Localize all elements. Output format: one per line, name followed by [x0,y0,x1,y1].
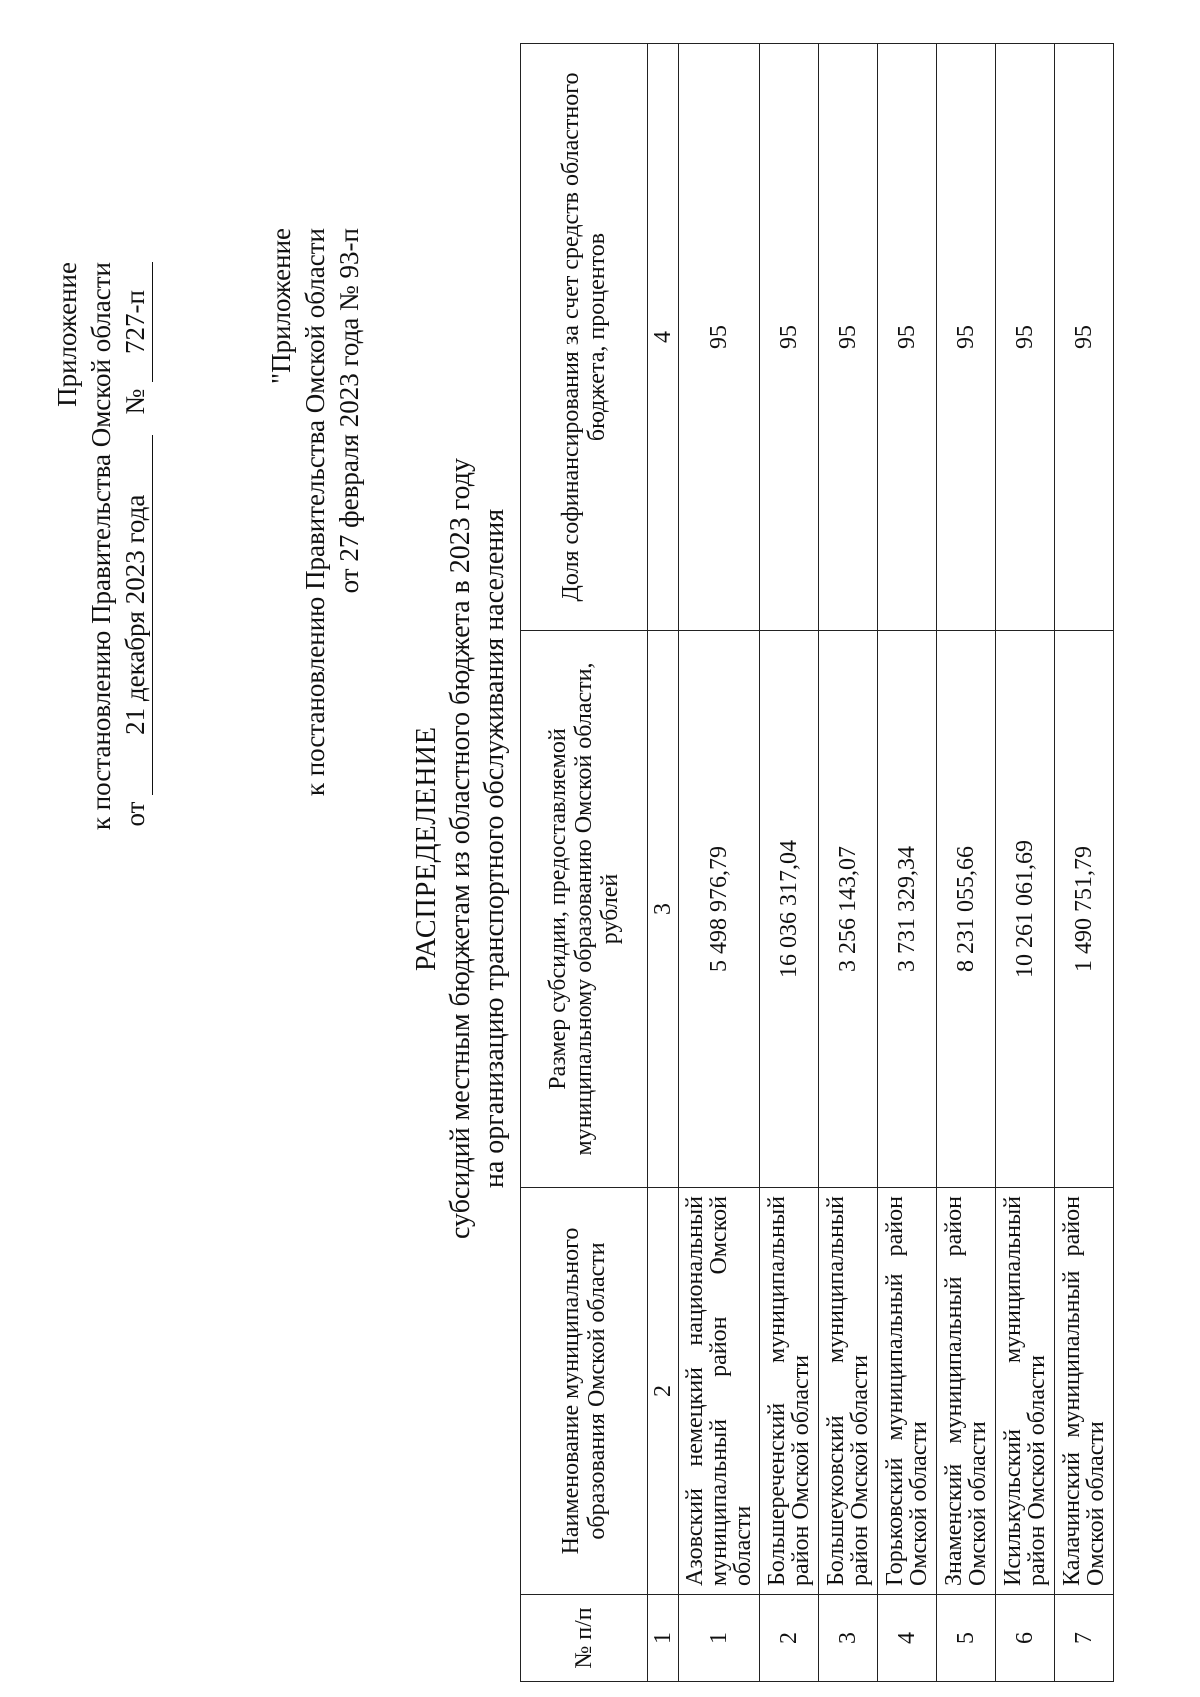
municipality-name: Исилькульский муниципальный район Омской области [1000,1196,1050,1586]
col-header-number: № п/п [521,1595,648,1682]
subsidy-table [520,43,1114,1682]
resolution-number: 727-п [118,262,153,382]
row-number: 1 [679,1595,760,1682]
table-row [1055,44,1114,1682]
subsidy-amount: 3 256 143,07 [819,631,878,1188]
table-row [996,44,1055,1682]
subsidy-amount: 10 261 061,69 [996,631,1055,1188]
prior-resolution-date: от 27 февраля 2023 года № 93-п [334,228,364,594]
title-subtitle-1: субсидий местным бюджетам из областного бюджета в 2023 году [445,458,476,1239]
resolution-date: 21 декабря 2023 года [118,435,153,795]
col-number-3: 3 [648,631,679,1188]
cofinancing-share: 95 [1055,44,1114,631]
column-number-row [648,44,679,1682]
subsidy-amount: 3 731 329,34 [878,631,937,1188]
row-number: 2 [760,1595,819,1682]
col-header-share: Доля софинансирования за счет средств областного бюджета, процентов [521,44,648,631]
appendix-header-current [50,262,153,830]
cofinancing-share: 95 [878,44,937,631]
col-number-4: 4 [648,44,679,631]
row-number: 4 [878,1595,937,1682]
table-row [679,44,760,1682]
cofinancing-share: 95 [760,44,819,631]
prior-appendix-label: "Приложение [266,228,296,384]
subsidy-amount: 5 498 976,79 [679,631,760,1188]
from-label: от [120,801,150,827]
table-row [937,44,996,1682]
col-number-2: 2 [648,1188,679,1595]
resolution-reference: к постановлению Правительства Омской области [86,262,116,831]
col-header-amount: Размер субсидии, предоставляемой муниципальному образованию Омской области, рублей [521,631,648,1188]
appendix-header-prior [264,228,366,796]
row-number: 7 [1055,1595,1114,1682]
municipality-name: Большеуковский муниципальный район Омской области [823,1196,873,1586]
cofinancing-share: 95 [679,44,760,631]
title-subtitle-2: на организацию транспортного обслуживания населения [479,508,510,1189]
document-title [410,330,512,1367]
subsidy-amount: 8 231 055,66 [937,631,996,1188]
municipality-name: Калачинский муниципальный район Омской области [1059,1196,1109,1586]
number-label: № [120,388,150,415]
appendix-label: Приложение [52,262,82,407]
cofinancing-share: 95 [996,44,1055,631]
row-number: 3 [819,1595,878,1682]
table-row [878,44,937,1682]
table-row [760,44,819,1682]
subsidy-amount: 16 036 317,04 [760,631,819,1188]
cofinancing-share: 95 [819,44,878,631]
row-number: 5 [937,1595,996,1682]
subsidy-amount: 1 490 751,79 [1055,631,1114,1188]
row-number: 6 [996,1595,1055,1682]
table-header-row [521,44,648,1682]
resolution-date-line [118,262,153,830]
municipality-name: Горьковский муниципальный район Омской области [882,1196,932,1586]
cofinancing-share: 95 [937,44,996,631]
municipality-name: Знаменский муниципальный район Омской области [941,1196,991,1586]
municipality-name: Большереченский муниципальный район Омской области [764,1196,814,1586]
table-row [819,44,878,1682]
col-number-1: 1 [648,1595,679,1682]
title-main: РАСПРЕДЕЛЕНИЕ [411,726,442,971]
col-header-name: Наименование муниципального образования Омской области [521,1188,648,1595]
municipality-name: Азовский немецкий национальный муниципальный район Омской области [682,1196,756,1586]
prior-resolution-reference: к постановлению Правительства Омской области [300,228,330,797]
